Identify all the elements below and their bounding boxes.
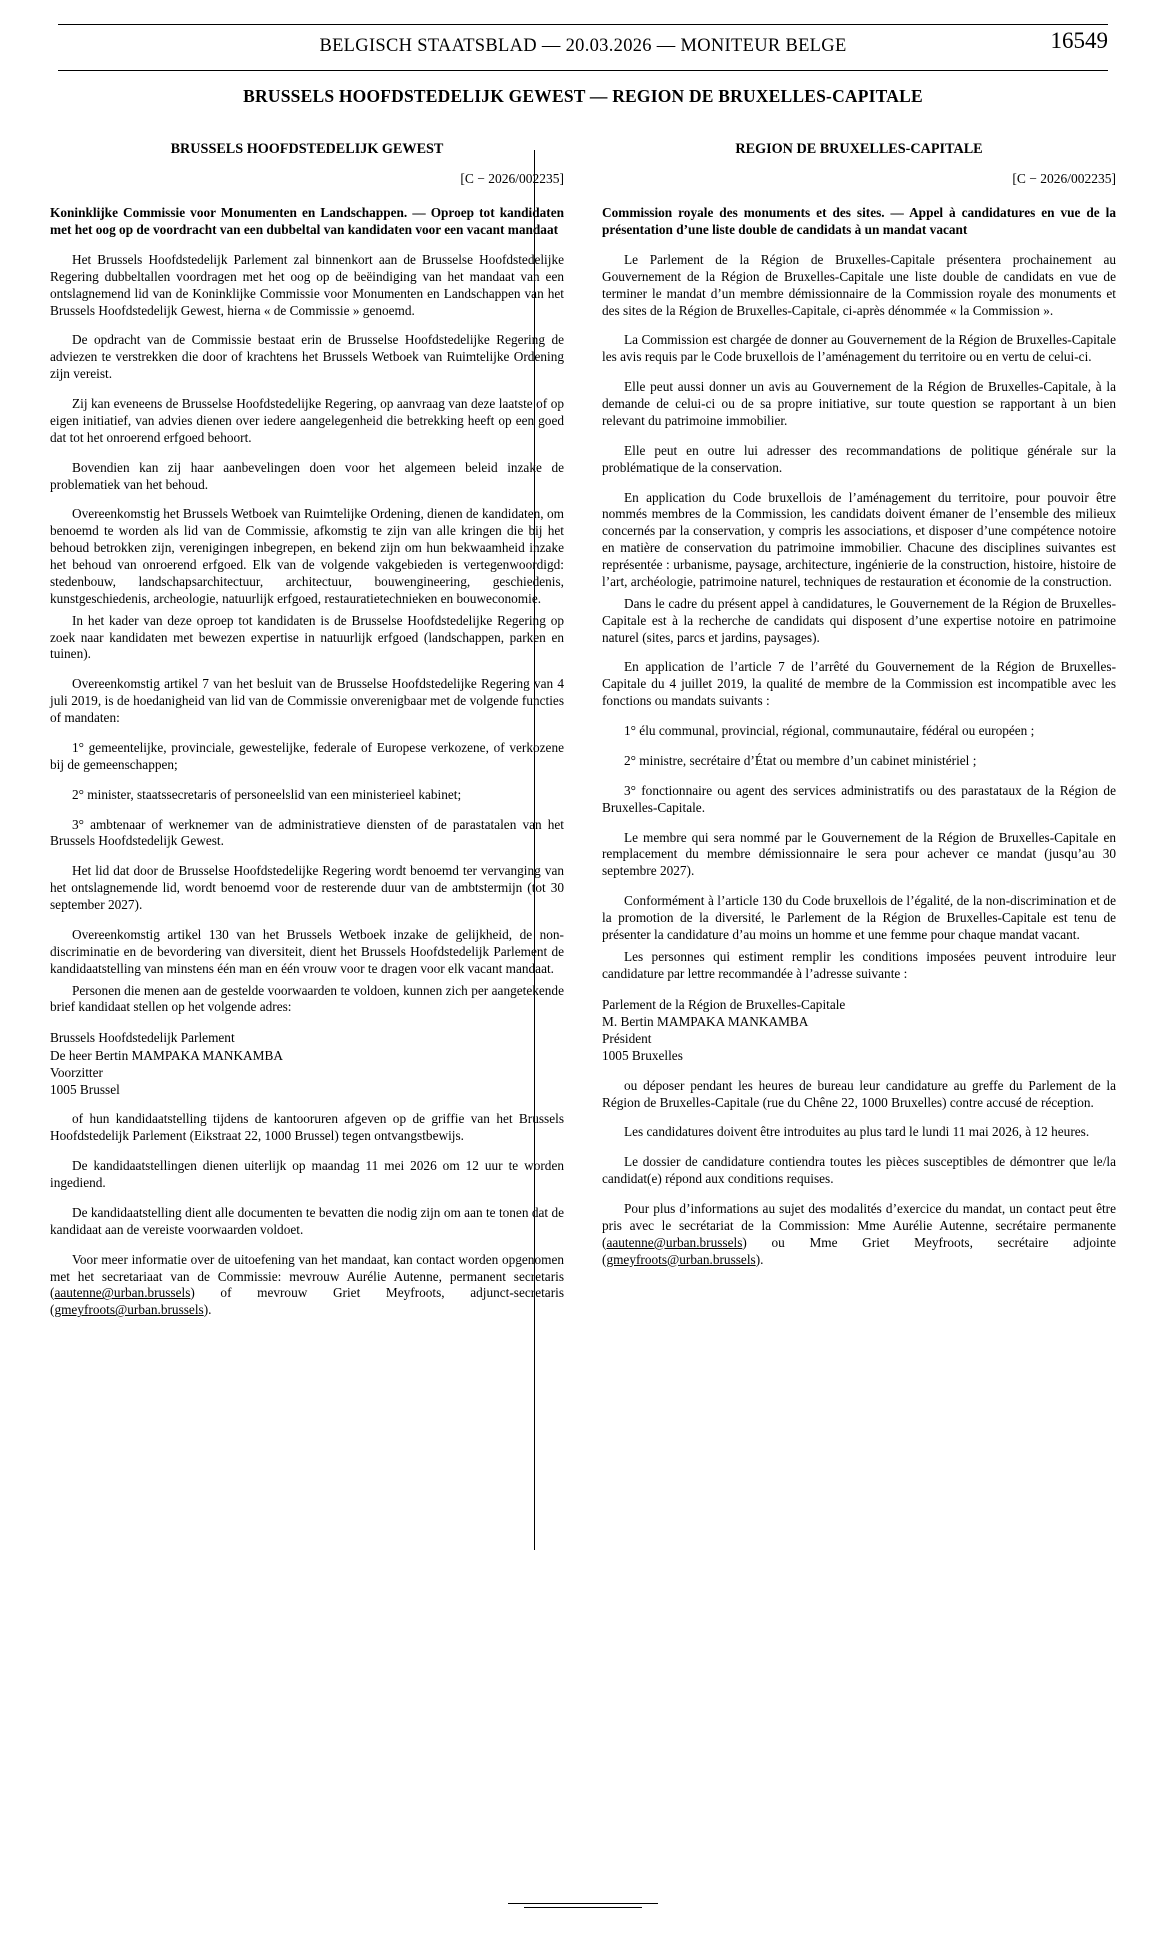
email-link[interactable]: gmeyfroots@urban.brussels	[54, 1302, 204, 1318]
paragraph: Le Parlement de la Région de Bruxelles-Capitale présentera prochainement au Gouvernement de la Région de Bruxelles-Capitale une liste double de candidats en vue de terminer le mandat d’un membre démissionnaire de la Commission royale des monuments et des sites de la Région de Bruxelles-Capitale, ci-après dénommée « la Commission ».	[602, 251, 1116, 318]
email-link[interactable]: gmeyfroots@urban.brussels	[606, 1251, 756, 1267]
list-item: 1° gemeentelijke, provinciale, gewestelijke, federale of Europese verkozene, of verkozene bij de gemeenschappen;	[50, 739, 564, 772]
region-title: BRUSSELS HOOFDSTEDELIJK GEWEST — REGION DE BRUXELLES-CAPITALE	[243, 86, 923, 106]
address-block-dutch	[50, 1029, 564, 1098]
column-heading-french: REGION DE BRUXELLES-CAPITALE	[735, 141, 983, 157]
paragraph: Het lid dat door de Brusselse Hoofdstedelijke Regering wordt benoemd ter vervanging van het ontslagnemende lid, wordt benoemd voor de resterende duur van de ambtstermijn (tot 30 september 2027).	[50, 863, 564, 913]
paragraph: Elle peut en outre lui adresser des recommandations de politique générale sur la problématique de la conservation.	[602, 442, 1116, 475]
paragraph: Overeenkomstig artikel 7 van het besluit van de Brusselse Hoofdstedelijke Regering van 4 juli 2019, is de hoedanigheid van lid van de Commissie onverenigbaar met de volgende functies of mandaten:	[50, 676, 564, 726]
paragraph: Het Brussels Hoofdstedelijk Parlement zal binnenkort aan de Brusselse Hoofdstedelijke Regering dubbeltallen voordragen met het oog op de beëindiging van het mandaat van een ontslagnemend lid van de Koninklijke Commissie voor Monumenten en Landschappen van het Brussels Hoofdstedelijk Gewest, hierna « de Commissie » genoemd.	[50, 251, 564, 318]
running-header: BELGISCH STAATSBLAD — 20.03.2026 — MONITEUR BELGE	[319, 36, 847, 56]
list-item: 2° minister, staatssecretaris of personeelslid van een ministerieel kabinet;	[72, 786, 462, 802]
paragraph: Le membre qui sera nommé par le Gouvernement de la Région de Bruxelles-Capitale en remplacement du membre démissionnaire le sera pour achever ce mandat (jusqu’au 30 septembre 2027).	[602, 829, 1116, 879]
paragraph: Overeenkomstig het Brussels Wetboek van Ruimtelijke Ordening, dienen de kandidaten, om benoemd te worden als lid van de Commissie, afkomstig te zijn van alle kringen die bij het behoud betrokken zijn, verenigingen inbegrepen, en bekend zijn om hun bekwaamheid inzake het behoud van onroerend erfgoed. Elk van de volgende vakgebieden is vertegenwoordigd: stedenbouw, landschapsarchitectuur, architectuur, bouwengineering, geschiedenis, kunstgeschiedenis, archeologie, natuurlijk erfgoed, restauratietechnieken en bouweconomie.	[50, 506, 564, 606]
footer-ornament	[508, 1903, 658, 1908]
list-item: 3° ambtenaar of werknemer van de administratieve diensten of de parastatalen van het Brussels Hoofdstedelijk Gewest.	[50, 816, 564, 849]
paragraph: En application de l’article 7 de l’arrêté du Gouvernement de la Région de Bruxelles-Capitale du 4 juillet 2019, la qualité de membre de la Commission est incompatible avec les fonctions ou mandats suivants :	[602, 659, 1116, 709]
page-number: 16549	[1050, 28, 1108, 53]
address-line: De heer Bertin MAMPAKA MANKAMBA	[50, 1047, 283, 1063]
paragraph: Dans le cadre du présent appel à candidatures, le Gouvernement de la Région de Bruxelles-Capitale est à la recherche de candidats qui disposent d’une expertise notoire en patrimoine naturel (sites, parcs et jardins, paysages).	[602, 595, 1116, 645]
address-block-french	[602, 996, 1116, 1065]
paragraph: La Commission est chargée de donner au Gouvernement de la Région de Bruxelles-Capitale les avis requis par le Code bruxellois de l’aménagement du territoire ou en vertu de celui-ci.	[602, 332, 1116, 365]
paragraph: Bovendien kan zij haar aanbevelingen doen voor het algemeen beleid inzake de problematiek van het behoud.	[50, 459, 564, 492]
address-line: M. Bertin MAMPAKA MANKAMBA	[602, 1013, 809, 1029]
article-title-dutch: Koninklijke Commissie voor Monumenten en Landschappen. — Oproep tot kandidaten met het oog op de voordracht van een dubbeltal van kandidaten voor een vacant mandaat	[50, 205, 564, 238]
list-item: 1° élu communal, provincial, régional, communautaire, fédéral ou européen ;	[624, 723, 1035, 739]
publication-code-french: [C − 2026/002235]	[1012, 171, 1116, 187]
column-heading-dutch: BRUSSELS HOOFDSTEDELIJK GEWEST	[170, 141, 444, 157]
address-line: 1005 Bruxelles	[602, 1048, 683, 1064]
article-title-french: Commission royale des monuments et des sites. — Appel à candidatures en vue de la présentation d’une liste double de candidats à un mandat vacant	[602, 205, 1116, 238]
paragraph: Les candidatures doivent être introduites au plus tard le lundi 11 mai 2026, à 12 heures.	[624, 1124, 1090, 1140]
list-item: 3° fonctionnaire ou agent des services administratifs ou des parastataux de la Région de Bruxelles-Capitale.	[602, 782, 1116, 815]
paragraph: of hun kandidaatstelling tijdens de kantooruren afgeven op de griffie van het Brussels Hoofdstedelijk Parlement (Eikstraat 22, 1000 Brussel) tegen ontvangstbewijs.	[50, 1111, 564, 1144]
address-line: Parlement de la Région de Bruxelles-Capitale	[602, 996, 846, 1012]
footer-rule-short	[524, 1907, 642, 1908]
email-link[interactable]: aautenne@urban.brussels	[606, 1234, 743, 1250]
paragraph: De kandidaatstellingen dienen uiterlijk op maandag 11 mei 2026 om 12 uur te worden ingediend.	[50, 1158, 564, 1191]
paragraph: De opdracht van de Commissie bestaat erin de Brusselse Hoofdstedelijke Regering de adviezen te verstrekken die door of krachtens het Brussels Wetboek van Ruimtelijke Ordening zijn vereist.	[50, 332, 564, 382]
column-dutch	[50, 140, 564, 1332]
contact-paragraph-dutch	[50, 1252, 564, 1320]
address-line: Brussels Hoofdstedelijk Parlement	[50, 1030, 235, 1046]
contact-text: ).	[203, 1302, 212, 1318]
paragraph: Elle peut aussi donner un avis au Gouvernement de la Région de Bruxelles-Capitale, à la demande de celui-ci ou de sa propre initiative, sur toute question se rapportant à un bien relevant du patrimoine immobilier.	[602, 379, 1116, 428]
footer-rule-long	[508, 1903, 658, 1904]
paragraph: Zij kan eveneens de Brusselse Hoofdstedelijke Regering, op aanvraag van deze laatste of op eigen initiatief, van advies dienen over iedere aangelegenheid die betrekking heeft op een goed dat tot het onroerend erfgoed behoort.	[50, 396, 564, 445]
contact-paragraph-french	[602, 1201, 1116, 1269]
paragraph: Conformément à l’article 130 du Code bruxellois de l’égalité, de la non-discrimination et de la promotion de la diversité, le Parlement de la Région de Bruxelles-Capitale est tenu de présenter la candidature d’au moins un homme et une femme pour chaque mandat vacant.	[602, 893, 1116, 942]
contact-text: Pour plus d’informations au sujet des modalités d’exercice du mandat, un contact peut être pris avec le secrétariat de la Commission: Mme Aurélie Autenne, secrétaire permanente (	[602, 1201, 1116, 1250]
list-item: 2° ministre, secrétaire d’État ou membre d’un cabinet ministériel ;	[624, 752, 977, 768]
paragraph: Overeenkomstig artikel 130 van het Brussels Wetboek inzake de gelijkheid, de non-discriminatie en de bevordering van diversiteit, dient het Brussels Hoofdstedelijk Parlement de kandidaatstelling van minstens één man en één vrouw voor te dragen voor elk vacant mandaat.	[50, 926, 564, 976]
paragraph: Le dossier de candidature contiendra toutes les pièces susceptibles de démontrer que le/la candidat(e) répond aux conditions requises.	[602, 1154, 1116, 1187]
address-line: Voorzitter	[50, 1064, 103, 1080]
contact-text: Voor meer informatie over de uitoefening van het mandaat, kan contact worden opgenomen met het secretariaat van de Commissie: mevrouw Aurélie Autenne, permanent secretaris (	[50, 1251, 564, 1301]
paragraph: En application du Code bruxellois de l’aménagement du territoire, pour pouvoir être nommés membres de la Commission, les candidats doivent émaner de l’ensemble des milieux concernés par la conservation, y compris les associations, et disposer d’une compétence notoire en matière de conservation du patrimoine immobilier. Chacune des disciplines suivantes est représentée : urbanisme, paysage, architecture, ingénierie de la construction, histoire, histoire de l’art, archéologie, patrimoine naturel, techniques de restauration et économie de la construction.	[602, 489, 1116, 589]
header-bottom-rule	[58, 70, 1108, 71]
paragraph: De kandidaatstelling dient alle documenten te bevatten die nodig zijn om aan te tonen dat de kandidaat aan de vereiste voorwaarden voldoet.	[50, 1204, 564, 1237]
contact-text: ) ou Mme Griet Meyfroots, secrétaire adjointe (	[602, 1234, 1116, 1267]
paragraph: Personen die menen aan de gestelde voorwaarden te voldoen, kunnen zich per aangetekende brief kandidaat stellen op het volgende adres:	[50, 982, 564, 1015]
paragraph: In het kader van deze oproep tot kandidaten is de Brusselse Hoofdstedelijke Regering op zoek naar kandidaten met bewezen expertise in natuurlijk erfgoed (landschappen, parken en tuinen).	[50, 612, 564, 662]
paragraph: Les personnes qui estiment remplir les conditions imposées peuvent introduire leur candidature par lettre recommandée à l’adresse suivante :	[602, 948, 1116, 981]
email-link[interactable]: aautenne@urban.brussels	[54, 1285, 191, 1301]
contact-text: ) of mevrouw Griet Meyfroots, adjunct-secretaris (	[50, 1285, 564, 1318]
address-line: Président	[602, 1031, 652, 1047]
contact-text: ).	[755, 1251, 764, 1267]
column-french	[602, 140, 1116, 1282]
header-top-rule	[58, 24, 1108, 25]
paragraph: ou déposer pendant les heures de bureau leur candidature au greffe du Parlement de la Région de Bruxelles-Capitale (rue du Chêne 22, 1000 Bruxelles) contre accusé de réception.	[602, 1077, 1116, 1110]
publication-code-dutch: [C − 2026/002235]	[460, 171, 564, 187]
address-line: 1005 Brussel	[50, 1082, 120, 1098]
